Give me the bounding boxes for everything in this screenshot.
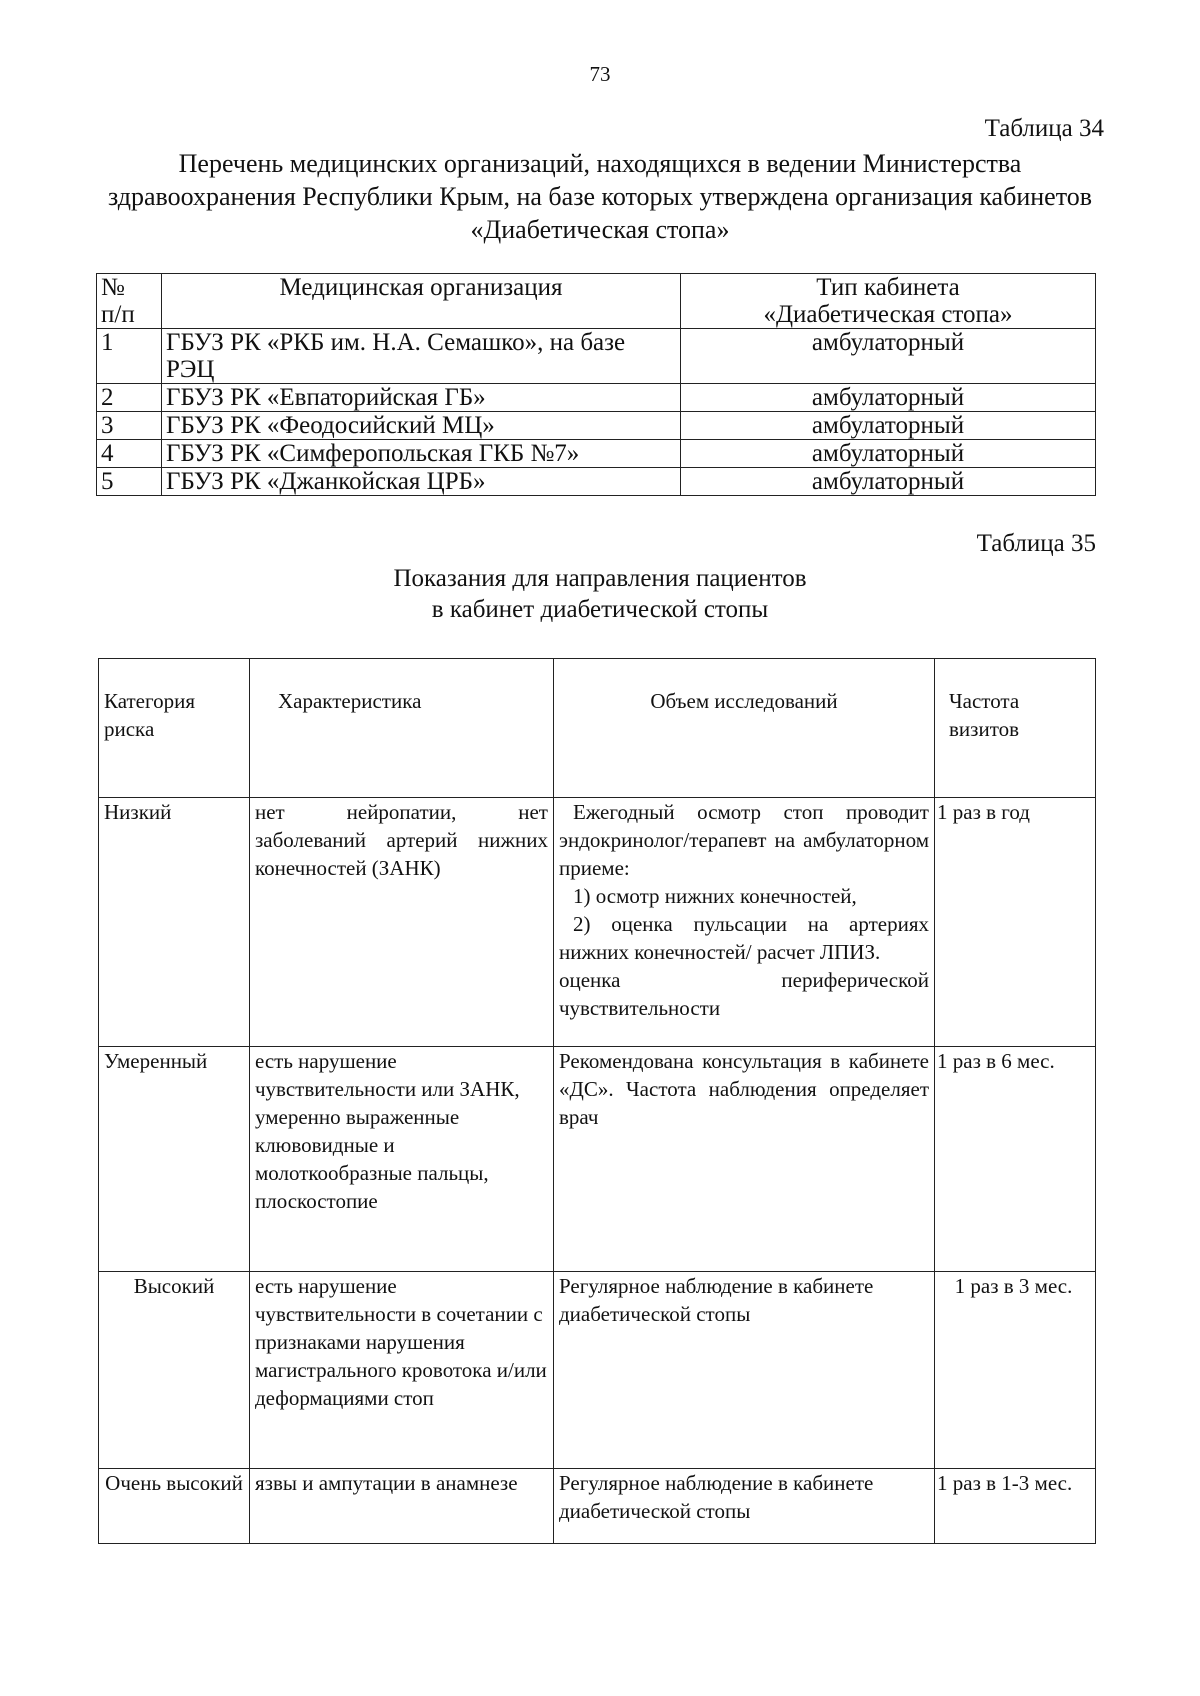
header-characteristic: Характеристика: [250, 659, 554, 798]
scope-intro: Ежегодный осмотр стоп проводит эндокринолог/терапевт на амбулаторном приеме:: [559, 800, 929, 880]
row-num: 5: [97, 468, 162, 496]
header-num-line2: п/п: [101, 301, 135, 328]
table-row: [99, 1047, 1096, 1272]
scope-item: 1) осмотр нижних конечностей,: [573, 884, 857, 908]
page-number: 73: [589, 62, 611, 86]
row-type: амбулаторный: [681, 412, 1096, 440]
table-row: [97, 468, 1096, 496]
row-scope: [554, 798, 935, 1047]
table34-header-row: [97, 274, 1096, 329]
table35-label: Таблица 35: [976, 530, 1096, 557]
row-org: ГБУЗ РК «Симферопольская ГКБ №7»: [162, 440, 681, 468]
row-characteristic: есть нарушение чувствительности или ЗАНК, умеренно выраженные клювовидные и молоткообразные пальцы, плоскостопие: [250, 1047, 554, 1272]
header-type-line2: «Диабетическая стопа»: [763, 301, 1013, 328]
row-num: 2: [97, 384, 162, 412]
row-type: амбулаторный: [681, 329, 1096, 384]
table34-header-num: [97, 274, 162, 329]
table-row: [97, 329, 1096, 384]
row-scope: Регулярное наблюдение в кабинете диабетической стопы: [554, 1272, 935, 1469]
row-characteristic: есть нарушение чувствительности в сочетании с признаками нарушения магистрального кровотока и/или деформациями стоп: [250, 1272, 554, 1469]
row-characteristic: нет нейропатии, нет заболеваний артерий нижних конечностей (ЗАНК): [250, 798, 554, 1047]
table35-header-row: [99, 659, 1096, 798]
table34-label: Таблица 34: [984, 115, 1104, 142]
row-frequency: 1 раз в 3 мес.: [935, 1272, 1096, 1469]
row-scope: Рекомендована консультация в кабинете «ДС». Частота наблюдения определяет врач: [554, 1047, 935, 1272]
row-org: ГБУЗ РК «Феодосийский МЦ»: [162, 412, 681, 440]
table35-title: [100, 563, 1100, 625]
row-num: 4: [97, 440, 162, 468]
row-frequency: 1 раз в 6 мес.: [935, 1047, 1096, 1272]
row-category: Высокий: [99, 1272, 250, 1469]
header-frequency: Частота визитов: [935, 659, 1096, 798]
header-num-line1: №: [101, 274, 125, 301]
table34-title: Перечень медицинских организаций, находящихся в ведении Министерства здравоохранения Республики Крым, на базе которых утверждена организация кабинетов «Диабетическая стопа»: [107, 149, 1092, 244]
row-org: ГБУЗ РК «РКБ им. Н.А. Семашко», на базе РЭЦ: [162, 329, 681, 384]
row-num: 3: [97, 412, 162, 440]
row-type: амбулаторный: [681, 468, 1096, 496]
table35: [98, 658, 1096, 1544]
row-characteristic: язвы и ампутации в анамнезе: [250, 1469, 554, 1544]
row-num: 1: [97, 329, 162, 384]
scope-item: оценка периферической чувствительности: [559, 968, 929, 1020]
row-frequency: 1 раз в 1-3 мес.: [935, 1469, 1096, 1544]
table-row: [99, 1272, 1096, 1469]
row-org: ГБУЗ РК «Джанкойская ЦРБ»: [162, 468, 681, 496]
table35-title-line1: Показания для направления пациентов: [393, 565, 807, 592]
row-type: амбулаторный: [681, 440, 1096, 468]
table-row: [97, 440, 1096, 468]
table34-header-org: Медицинская организация: [162, 274, 681, 329]
header-scope: Объем исследований: [554, 659, 935, 798]
table-row: [99, 1469, 1096, 1544]
row-category: Очень высокий: [99, 1469, 250, 1544]
row-org: ГБУЗ РК «Евпаторийская ГБ»: [162, 384, 681, 412]
header-category: Категория риска: [99, 659, 250, 798]
table-row: [99, 798, 1096, 1047]
table35-title-line2: в кабинет диабетической стопы: [431, 596, 769, 623]
table34: [96, 273, 1096, 496]
row-scope: Регулярное наблюдение в кабинете диабетической стопы: [554, 1469, 935, 1544]
row-type: амбулаторный: [681, 384, 1096, 412]
row-frequency: 1 раз в год: [935, 798, 1096, 1047]
table-row: [97, 412, 1096, 440]
table34-header-type: [681, 274, 1096, 329]
table-row: [97, 384, 1096, 412]
scope-item: 2) оценка пульсации на артериях нижних конечностей/ расчет ЛПИЗ.: [559, 912, 929, 964]
header-type-line1: Тип кабинета: [816, 274, 960, 301]
row-category: Низкий: [99, 798, 250, 1047]
row-category: Умеренный: [99, 1047, 250, 1272]
